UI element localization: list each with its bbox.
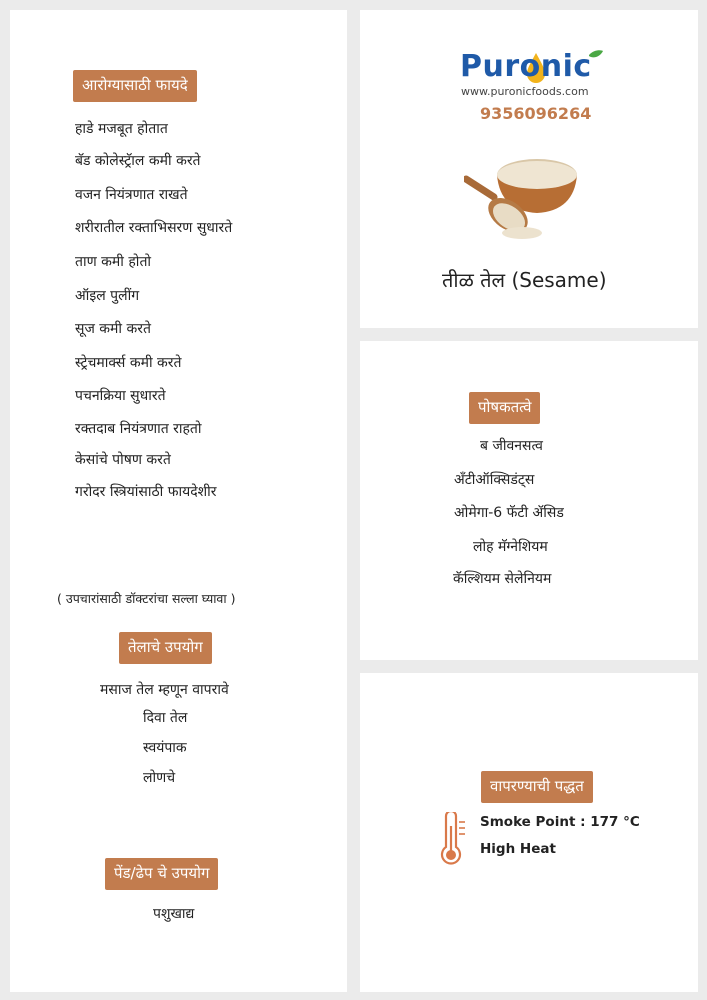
usage-card <box>360 673 698 992</box>
nutrient-item: लोह मॅग्नेशियम <box>473 539 548 555</box>
brand-card <box>360 10 698 328</box>
nutrient-item: ब जीवनसत्व <box>480 438 543 454</box>
logo-text: Puronic <box>460 49 592 84</box>
cake-use-item: पशुखाद्य <box>153 906 195 922</box>
oil-use-item: दिवा तेल <box>143 710 188 726</box>
oil-use-item: स्वयंपाक <box>143 740 187 756</box>
usage-heading: वापरण्याची पद्धत <box>481 771 593 803</box>
nutrients-card <box>360 341 698 660</box>
benefit-item: हाडे मजबूत होतात <box>75 121 168 137</box>
benefit-item: शरीरातील रक्ताभिसरण सुधारते <box>75 220 233 236</box>
nutrients-heading: पोषकतत्वे <box>469 392 540 424</box>
medical-advice-note: ( उपचारांसाठी डॉक्टरांचा सल्ला घ्यावा ) <box>57 591 236 606</box>
scoop-handle <box>466 179 494 197</box>
sesame-seeds <box>497 161 577 189</box>
cake-uses-heading: पेंड/ढेप चे उपयोग <box>105 858 218 890</box>
benefit-item: ऑइल पुलींग <box>75 288 140 304</box>
benefit-item: ताण कमी होतो <box>75 254 152 270</box>
benefit-item: बॅड कोलेस्ट्रॅाल कमी करते <box>75 153 201 169</box>
website-url: www.puronicfoods.com <box>461 85 589 98</box>
benefits-card <box>10 10 347 992</box>
benefit-item: स्ट्रेचमार्क्स कमी करते <box>75 355 182 371</box>
thermometer-icon <box>438 812 468 866</box>
phone-number: 9356096264 <box>480 104 592 123</box>
nutrient-item: ओमेगा-6 फॅटी ॲसिड <box>454 505 564 521</box>
puronic-logo <box>460 50 610 84</box>
benefit-item: केसांचे पोषण करते <box>75 452 171 468</box>
benefit-item: पचनक्रिया सुधारते <box>75 388 166 404</box>
oil-use-item: लोणचे <box>143 770 176 786</box>
oil-use-item: मसाज तेल म्हणून वापरावे <box>100 682 229 698</box>
oil-uses-heading: तेलाचे उपयोग <box>119 632 212 664</box>
benefit-item: वजन नियंत्रणात राखते <box>75 187 188 203</box>
nutrient-item: अँटीऑक्सिडंट्स <box>454 472 535 488</box>
product-title: तीळ तेल (Sesame) <box>442 268 607 292</box>
benefits-heading: आरोग्यासाठी फायदे <box>73 70 197 102</box>
smoke-point: Smoke Point : 177 °C <box>480 814 640 830</box>
thermometer-bulb <box>446 850 456 860</box>
heat-level: High Heat <box>480 841 556 857</box>
benefit-item: सूज कमी करते <box>75 321 151 337</box>
nutrient-item: कॅल्शियम सेलेनियम <box>453 571 552 587</box>
sesame-bowl-image <box>464 145 584 243</box>
spilled-seeds <box>502 227 542 239</box>
benefit-item: रक्तदाब नियंत्रणात राहतो <box>75 421 202 437</box>
benefit-item: गरोदर स्त्रियांसाठी फायदेशीर <box>75 484 217 500</box>
